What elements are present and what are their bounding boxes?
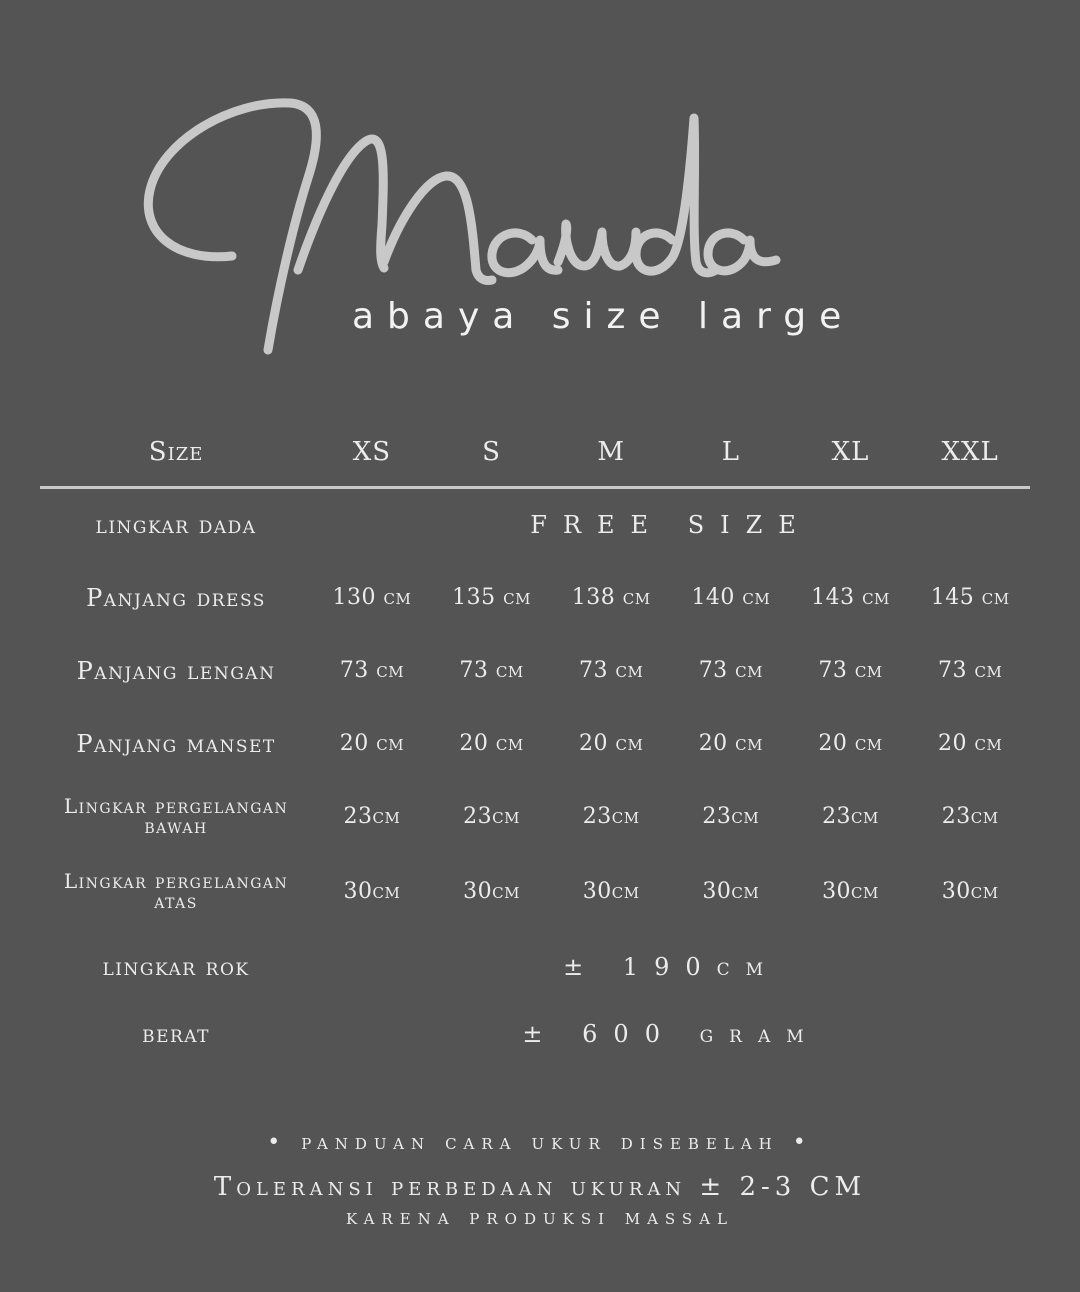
row-label-line2: bawah (144, 814, 208, 838)
cell-value: 130 cm (332, 585, 412, 610)
cell-value: 20 cm (579, 731, 644, 756)
row-label: lingkar rok (102, 953, 250, 981)
row-label: Panjang dress (86, 583, 266, 612)
row-label: Panjang manset (76, 729, 276, 758)
row-label (40, 780, 312, 852)
brand-subtitle: abaya size large (352, 296, 855, 337)
cell-value: 30cm (463, 878, 520, 904)
cell-value: 23cm (343, 803, 401, 829)
cell-value: 23cm (941, 803, 999, 829)
cell-value: 23cm (582, 803, 640, 829)
cell-value: 143 cm (811, 585, 890, 610)
row-span-value: ± 190cm (563, 953, 780, 981)
header-size-s: S (432, 418, 552, 488)
measure-guide-note: • panduan cara ukur disebelah • (267, 1130, 813, 1155)
header-size-xs: XS (312, 418, 432, 488)
table-row (40, 780, 1030, 852)
cell-value: 20 cm (818, 731, 883, 756)
size-chart-table (40, 418, 1030, 1064)
row-span-value: FREE SIZE (530, 511, 812, 539)
table-header-row (40, 418, 1030, 488)
table-row (40, 488, 1030, 562)
row-label: berat (142, 1020, 210, 1048)
tolerance-note: Toleransi perbedaan ukuran ± 2-3 CM (213, 1172, 867, 1202)
row-label: Panjang lengan (76, 656, 276, 685)
cell-value: 30cm (702, 878, 760, 904)
cell-value: 145 cm (930, 585, 1010, 610)
cell-value: 23cm (463, 803, 520, 829)
tolerance-reason: karena produksi massal (345, 1205, 734, 1229)
table-row (40, 561, 1030, 634)
header-size-label: Size (40, 418, 312, 488)
cell-value: 30cm (343, 878, 401, 904)
cell-value: 20 cm (937, 731, 1003, 756)
cell-value: 73 cm (698, 658, 764, 683)
row-label-line1: Lingkar pergelangan (63, 869, 289, 893)
cell-value: 138 cm (571, 585, 651, 610)
cell-value: 30cm (582, 878, 640, 904)
cell-value: 140 cm (691, 585, 771, 610)
table-row (40, 707, 1030, 780)
cell-value: 73 cm (579, 658, 644, 683)
table-row (40, 1004, 1030, 1064)
table-row (40, 852, 1030, 930)
cell-value: 135 cm (452, 585, 531, 610)
cell-value: 20 cm (698, 731, 764, 756)
header-size-xxl: XXL (910, 418, 1030, 488)
cell-value: 30cm (822, 878, 879, 904)
brand-header (0, 0, 1080, 380)
table-row (40, 634, 1030, 707)
cell-value: 23cm (822, 803, 879, 829)
cell-value: 20 cm (339, 731, 405, 756)
header-size-m: M (551, 418, 671, 488)
header-size-xl: XL (791, 418, 911, 488)
row-label: lingkar dada (95, 511, 257, 539)
cell-value: 30cm (941, 878, 999, 904)
table-row (40, 930, 1030, 1004)
row-label (40, 852, 312, 930)
cell-value: 20 cm (459, 731, 524, 756)
cell-value: 73 cm (339, 658, 405, 683)
cell-value: 23cm (702, 803, 760, 829)
row-label-line2: atas (154, 889, 198, 913)
row-span-value: ± 600 gram (522, 1020, 820, 1048)
cell-value: 73 cm (937, 658, 1003, 683)
cell-value: 73 cm (818, 658, 883, 683)
row-label-line1: Lingkar pergelangan (63, 794, 289, 818)
cell-value: 73 cm (459, 658, 524, 683)
header-size-l: L (671, 418, 791, 488)
